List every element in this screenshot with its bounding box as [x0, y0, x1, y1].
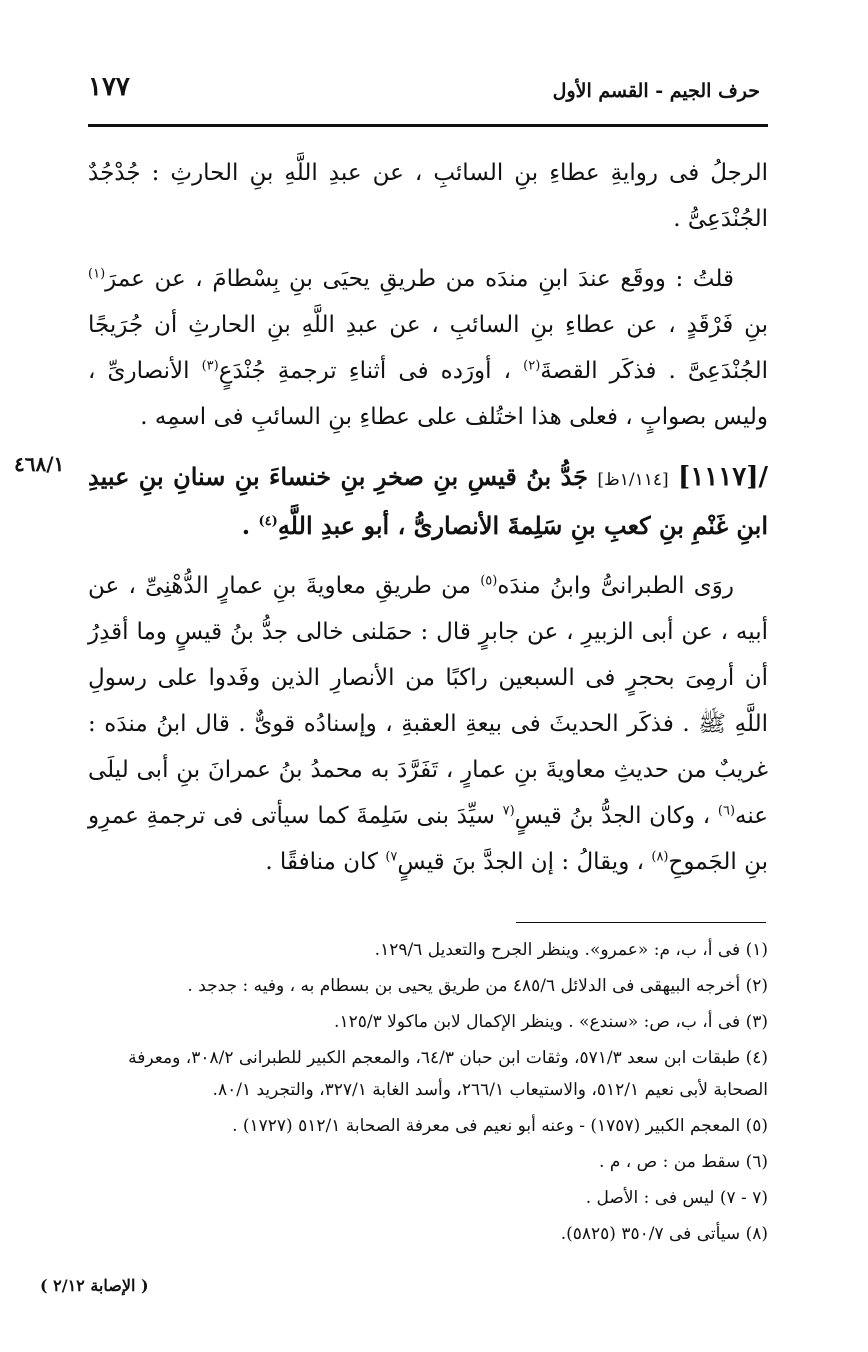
footnote-8: (٨) سيأتى فى ٣٥٠/٧ (٥٨٢٥).	[560, 1224, 768, 1244]
footnote-rule	[516, 922, 766, 923]
paragraph-3-text-b: من طريقِ معاويةَ بنِ عمارٍ الدُّهْنِىِّ ، عن أبيه ، عن أبى الزبيرِ ، عن جابرٍ قال : حمَلنى خالى جدُّ بنُ قيسٍ وما أقدِرُ أن أرمِىَ بحجرٍ فى السبعين راكبًا من الأنصارِ الذين وفَدوا على رسولِ اللَّهِ ﷺ . فذكَر الحديثَ فى بيعةِ العقبةِ ، وإسنادُه قوىٌّ . قال ابنُ مندَه : غريبٌ من حديثِ معاويةَ بنِ عمارٍ ، تَفَرَّدَ به محمدُ بنُ عمرانَ بنِ أبى ليلَى عنه	[88, 573, 769, 829]
paragraph-3-text-a: روَى الطبرانىُّ وابنُ مندَه	[497, 573, 734, 599]
main-text	[88, 150, 768, 899]
footnote-marker-3: (٣)	[201, 358, 219, 374]
footnote-1: (١) فى أ، ب، م: «عمرو». وينظر الجرح والتعديل ١٢٩/٦.	[374, 940, 768, 960]
footnotes	[88, 934, 768, 1254]
volume-signature: ( الإصابة ٢/١٢ )	[40, 1276, 149, 1295]
footnote-marker-2: (٢)	[523, 358, 541, 374]
paragraph-3-text-e: ، ويقالُ : إن الجدَّ بنَ قيسٍ	[397, 849, 645, 875]
header-rule	[88, 124, 768, 127]
paragraph-1	[88, 150, 768, 242]
entry-name: جَدُّ بنُ قيسِ بنِ صخرِ بنِ خنساءَ بنِ سنانِ بنِ عبيدِ ابنِ غَنْمِ بنِ كعبِ بنِ سَلِمةَ الأنصارىُّ ، أبو عبدِ اللَّهِ	[88, 462, 768, 540]
manuscript-ref: [١/١١٤ظ]	[597, 470, 669, 490]
entry-number: /[١١١٧]	[678, 462, 769, 492]
footnote-marker-7-open: (٧	[502, 803, 515, 819]
entry-end: .	[241, 511, 251, 540]
footnote-3: (٣) فى أ، ب، ص: «سندع» . وينظر الإكمال لابن ماكولا ١٢٥/٣.	[334, 1012, 768, 1032]
running-header: حرف الجيم - القسم الأول	[552, 80, 760, 102]
paragraph-3-text-d: سيِّدَ بنى سَلِمةَ كما سيأتى فى ترجمةِ عمرِو بنِ الجَموحِ	[88, 803, 768, 875]
footnote-marker-1: (١)	[88, 266, 106, 282]
paragraph-2-text-d: الأنصارىِّ ، وليس بصوابٍ ، فعلى هذا اختُلف على عطاءِ بنِ السائبِ فى اسمِه .	[88, 358, 768, 430]
footnote-5: (٥) المعجم الكبير (١٧٥٧) - وعنه أبو نعيم فى معرفة الصحابة ٥١٢/١ (١٧٢٧) .	[232, 1116, 768, 1136]
page-number: ١٧٧	[88, 72, 130, 102]
paragraph-2-text-c: ، أورَده فى أثناءِ ترجمةِ جُنْدَعٍ	[218, 358, 512, 384]
footnote-2: (٢) أخرجه البيهقى فى الدلائل ٤٨٥/٦ من طريق يحيى بن بسطام به ، وفيه : جدجد .	[187, 976, 768, 996]
footnote-7: (٧ - ٧) ليس فى : الأصل .	[585, 1188, 768, 1208]
paragraph-3	[88, 563, 768, 885]
footnote-6: (٦) سقط من : ص ، م .	[599, 1152, 768, 1172]
entry-heading	[88, 454, 768, 549]
paragraph-2-text-b: بنِ فَرْقَدٍ ، عن عطاءِ بنِ السائبِ ، عن عبدِ اللَّهِ بنِ الحارثِ أن جُرَيجًا الجُنْدَعِىَّ . فذكَر القصةَ	[88, 312, 769, 384]
paragraph-3-text-c: ، وكان الجدُّ بنُ قيسٍ	[514, 803, 711, 829]
paragraph-2-text-a: قلتُ : ووقَع عندَ ابنِ مندَه من طريقِ يحيَى بنِ بِسْطامَ ، عن عمرَ	[105, 266, 734, 292]
footnote-marker-6: (٦)	[717, 803, 736, 819]
footnote-marker-7-close: ٧)	[385, 849, 398, 865]
paragraph-1-text: الرجلُ فى روايةِ عطاءِ بنِ السائبِ ، عن عبدِ اللَّهِ بنِ الحارثِ : جُدْجُدٌ الجُنْدَعِىُّ .	[88, 160, 768, 232]
margin-reference: ٤٦٨/١	[14, 452, 65, 476]
footnote-marker-5: (٥)	[480, 573, 498, 589]
paragraph-2	[88, 256, 768, 440]
footnote-marker-8: (٨)	[651, 849, 669, 865]
paragraph-3-text-f: كان منافقًا .	[265, 849, 378, 875]
footnote-4: (٤) طبقات ابن سعد ٥٧١/٣، وثقات ابن حبان ٦٤/٣، والمعجم الكبير للطبرانى ٣٠٨/٢، ومعرفة الصحابة لأبى نعيم ٥١٢/١، والاستيعاب ٢٦٦/١، وأسد الغابة ٣٢٧/١، والتجريد ٨٠/١.	[128, 1048, 768, 1100]
footnote-marker-4: (٤)	[258, 514, 278, 529]
